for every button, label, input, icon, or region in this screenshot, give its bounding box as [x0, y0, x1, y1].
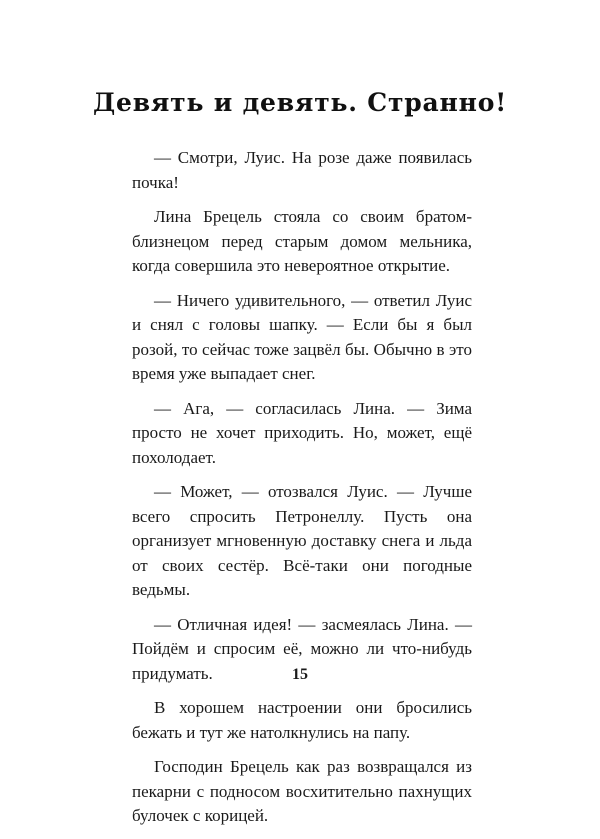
- paragraph: Господин Брецель как раз возвращался из пекарни с подносом восхитительно пахнущих булочек с корицей.: [132, 757, 472, 825]
- chapter-title: Девять и девять. Странно!: [93, 88, 507, 117]
- paragraph: — Ничего удивительного, — ответил Луис и снял с головы шапку. — Если бы я был розой, то сейчас тоже зацвёл бы. Обычно в это время уже выпадает снег.: [132, 290, 472, 383]
- paragraph: — Ага, — согласилась Лина. — Зима просто не хочет приходить. Но, может, ещё похолодает.: [132, 398, 472, 467]
- page-number: 15: [292, 666, 308, 683]
- paragraph: В хорошем настроении они бросились бежать и тут же натолкнулись на папу.: [132, 698, 472, 742]
- paragraph: — Смотри, Луис. На розе даже появилась почка!: [132, 148, 472, 192]
- paragraph: — Может, — отозвался Луис. — Лучше всего спросить Петронеллу. Пусть она организует мгновенную доставку снега и льда от своих сестёр. Всё-таки они погодные ведьмы.: [132, 482, 472, 599]
- chapter-body: [132, 146, 472, 839]
- paragraph: Лина Брецель стояла со своим братом-близнецом перед старым домом мельника, когда совершила это невероятное открытие.: [132, 207, 472, 275]
- paragraph: — Отличная идея! — засмеялась Лина. — Пойдём и спросим её, можно ли что-нибудь придумать.: [132, 614, 472, 683]
